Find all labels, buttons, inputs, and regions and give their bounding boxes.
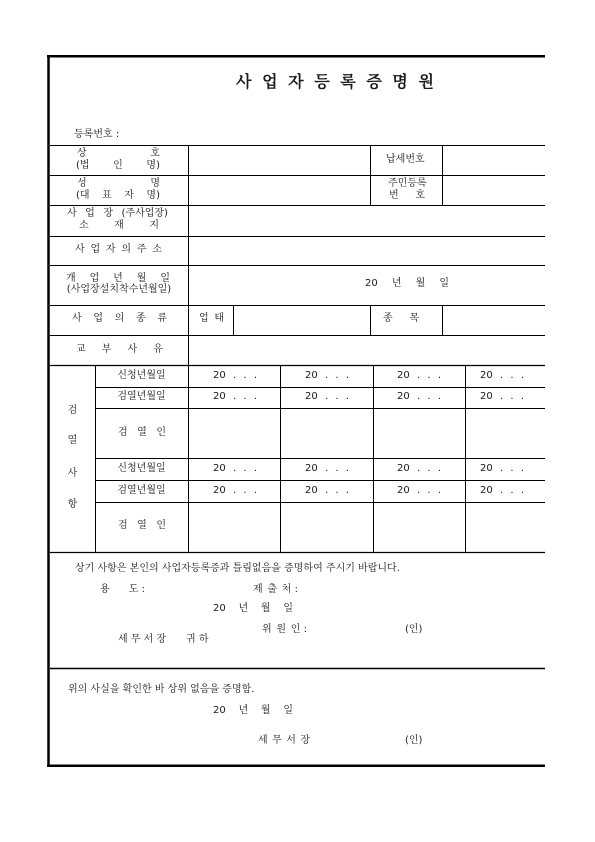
application-date-value — [213, 370, 257, 382]
spread-word: . — [335, 370, 339, 381]
business-category-value — [234, 306, 369, 334]
spread-word: . — [427, 485, 431, 496]
spread-word: 제 — [253, 584, 263, 595]
spread-word: 소 — [152, 244, 162, 255]
spread-word: . — [253, 463, 257, 474]
spread-word: 종 — [383, 313, 393, 324]
spread-word: 인 — [113, 160, 123, 171]
spread-word: . — [499, 370, 504, 381]
spread-word: 장 — [300, 735, 310, 746]
spread-word: . — [416, 370, 421, 381]
spread-word: . — [345, 391, 349, 402]
inspector-seal-cell — [281, 503, 373, 552]
spread-word: . — [520, 463, 524, 474]
spread-word: 년 — [113, 273, 123, 284]
spread-word: 년 — [238, 603, 249, 614]
spread-word: . — [232, 485, 237, 496]
business-owner-address-label — [75, 244, 162, 256]
resident-number-value — [443, 176, 544, 204]
spread-word: . — [232, 370, 237, 381]
spread-word: . — [520, 391, 524, 402]
business-location-value — [189, 206, 544, 235]
spread-word: 무 — [272, 735, 282, 746]
spread-word: 표 — [102, 190, 112, 201]
spread-word: 사 — [127, 344, 138, 355]
spread-word: 명) — [146, 190, 160, 201]
spread-word: 검 — [118, 520, 128, 531]
location-label — [79, 220, 159, 232]
spread-word: . — [345, 463, 349, 474]
spread-word: . — [232, 391, 237, 402]
business-location-label — [67, 208, 168, 220]
business-owner-address-value — [189, 237, 544, 264]
business-kind-label — [72, 313, 167, 325]
spread-word: 교 — [76, 344, 86, 355]
spread-word: . — [324, 370, 329, 381]
spread-word: 명) — [146, 160, 160, 171]
inspector-seal-cell — [466, 503, 544, 552]
spread-word: 소 — [79, 220, 89, 231]
inspection-date-value — [305, 391, 349, 403]
spread-word: . — [510, 463, 514, 474]
spread-word: . — [510, 391, 514, 402]
spread-word: 일 — [160, 273, 170, 284]
applicant-seal-mark: (인) — [405, 624, 423, 635]
spread-word: . — [437, 463, 441, 474]
spread-word: 세 — [258, 735, 268, 746]
spread-word: 등 — [314, 72, 330, 91]
spread-word: . — [232, 463, 237, 474]
spread-word: 월 — [415, 278, 426, 289]
spread-word: 상 — [77, 148, 87, 159]
spread-word: 개 — [66, 273, 76, 284]
spread-word: 서 — [286, 735, 296, 746]
spread-word: 호 — [415, 190, 425, 201]
spread-word: 지 — [149, 220, 159, 231]
application-date-value — [397, 463, 441, 475]
inspection-section-label: 검 — [67, 405, 78, 416]
spread-word: . — [520, 370, 524, 381]
spread-word: . — [437, 485, 441, 496]
spread-word: 년 — [391, 278, 402, 289]
opening-date-value — [365, 278, 449, 290]
spread-word: 일 — [439, 278, 449, 289]
spread-word: 업 — [262, 72, 278, 91]
spread-word: (법 — [76, 160, 90, 171]
spread-word: . — [324, 485, 329, 496]
spread-word: 20 — [213, 463, 226, 474]
spread-word: 20 — [397, 370, 410, 381]
inspection-date-value — [305, 485, 349, 497]
spread-word: 월 — [260, 705, 271, 716]
representative-name-label — [76, 190, 160, 202]
spread-word: 성 — [77, 178, 87, 189]
spread-word: (대 — [76, 190, 90, 201]
spread-word: 20 — [213, 603, 226, 614]
spread-word: 업 — [85, 208, 95, 219]
spread-word: 류 — [157, 313, 167, 324]
spread-word: 록 — [340, 72, 356, 91]
spread-word: 20 — [480, 391, 493, 402]
confirmation-date — [213, 705, 293, 717]
spread-word: 검 — [118, 427, 128, 438]
issue-reason-value — [189, 336, 544, 364]
spread-word: 20 — [480, 463, 493, 474]
spread-word: 사 — [72, 313, 82, 324]
spread-word: 부 — [101, 344, 112, 355]
inspection-date-label: 검열년월일 — [117, 485, 166, 496]
application-date-label: 신청년월일 — [117, 463, 166, 474]
spread-word: 태 — [214, 313, 224, 324]
corporate-name-label — [76, 160, 160, 172]
inspection-date-label: 검열년월일 — [117, 391, 166, 402]
spread-word: 종 — [135, 313, 146, 324]
inspector-seal-cell — [281, 409, 373, 458]
spread-word: 20 — [397, 463, 410, 474]
spread-word: 20 — [213, 370, 226, 381]
spread-word: 원 — [276, 624, 287, 635]
inspection-section-label: 열 — [67, 435, 78, 446]
confirmation-statement: 위의 사실을 확인한 바 상위 없음을 증명함. — [68, 684, 255, 695]
application-date-value — [397, 370, 441, 382]
spread-word: 20 — [213, 705, 226, 716]
business-item-label — [383, 313, 419, 325]
spread-word: . — [243, 463, 247, 474]
spread-word: 업 — [90, 244, 101, 255]
spread-word: 월 — [260, 603, 271, 614]
spread-word: 20 — [305, 391, 318, 402]
registration-number-label: 등록번호 : — [74, 129, 120, 140]
spread-word: 자 — [124, 190, 134, 201]
spread-word: . — [324, 463, 329, 474]
spread-word: . — [345, 370, 349, 381]
representative-name-value — [189, 176, 369, 204]
spread-word: . — [416, 485, 421, 496]
resident-registration-label: 주민등록 — [388, 178, 427, 189]
spread-word: 20 — [480, 370, 493, 381]
spread-word: . — [416, 391, 421, 402]
spread-word: 월 — [136, 273, 147, 284]
spread-word: 출 — [267, 584, 278, 595]
spread-word: . — [253, 391, 257, 402]
spread-word: 사 — [75, 244, 85, 255]
spread-word: 명 — [392, 72, 408, 91]
spread-word: 업 — [93, 313, 103, 324]
spread-word: . — [243, 391, 247, 402]
resident-number-label — [389, 190, 425, 202]
spread-word: . — [510, 370, 514, 381]
spread-word: 장 — [103, 208, 114, 219]
spread-word: 도 : — [128, 584, 145, 595]
spread-word: . — [243, 370, 247, 381]
tax-number-label: 납세번호 — [386, 154, 425, 165]
spread-word: 재 — [114, 220, 124, 231]
spread-word: . — [499, 485, 504, 496]
installation-start-date-label: (사업장설치착수년월일) — [66, 284, 172, 295]
spread-word: 일 — [283, 705, 293, 716]
spread-word: . — [335, 391, 339, 402]
spread-word: 20 — [480, 485, 493, 496]
spread-word: 번 — [389, 190, 399, 201]
spread-word: 20 — [305, 463, 318, 474]
spread-word: 자 — [105, 244, 116, 255]
trade-name-value — [189, 146, 369, 174]
application-date-value — [480, 463, 524, 475]
spread-word: . — [416, 463, 421, 474]
application-date-value — [305, 370, 349, 382]
spread-word: . — [427, 463, 431, 474]
spread-word: 20 — [397, 485, 410, 496]
spread-word: . — [510, 485, 514, 496]
spread-word: 위 — [262, 624, 272, 635]
inspector-seal-cell — [374, 409, 465, 458]
spread-word: 의 — [121, 244, 132, 255]
purpose-label — [100, 584, 145, 596]
spread-word: 20 — [305, 370, 318, 381]
spread-word: 주 — [136, 244, 147, 255]
document-title — [236, 72, 434, 92]
addressee-label: 세 무 서 장 — [118, 634, 167, 645]
spread-word: 업 — [89, 273, 100, 284]
issuer-label — [258, 735, 310, 747]
request-date — [213, 603, 293, 615]
inspector-label — [118, 427, 166, 439]
application-date-value — [305, 463, 349, 475]
spread-word: 20 — [305, 485, 318, 496]
spread-word: . — [499, 391, 504, 402]
inspector-label — [118, 520, 166, 532]
issuer-seal-mark: (인) — [405, 735, 423, 746]
inspector-seal-cell — [374, 503, 465, 552]
spread-word: . — [499, 463, 504, 474]
spread-word: 인 — [156, 427, 166, 438]
spread-word: 20 — [213, 485, 226, 496]
inspection-section-label: 사 — [67, 468, 78, 479]
spread-word: . — [335, 485, 339, 496]
spread-word: 목 — [409, 313, 419, 324]
spread-word: 인 — [156, 520, 166, 531]
spread-word: . — [437, 391, 441, 402]
spread-word: . — [243, 485, 247, 496]
inspector-seal-cell — [189, 503, 280, 552]
submit-to-label — [253, 584, 298, 596]
inspection-date-value — [397, 391, 441, 403]
spread-word: 20 — [365, 278, 378, 289]
application-date-label: 신청년월일 — [117, 370, 166, 381]
spread-word: . — [253, 370, 257, 381]
spread-word: 용 — [100, 584, 110, 595]
spread-word: 호 — [150, 148, 160, 159]
spread-word: . — [520, 485, 524, 496]
spread-word: (주사업장) — [121, 208, 168, 219]
addressee-suffix: 귀 하 — [186, 634, 209, 645]
spread-word: 년 — [238, 705, 249, 716]
request-statement: 상기 사항은 본인의 사업자등록증과 틀림없음을 증명하여 주시기 바랍니다. — [75, 563, 400, 574]
spread-word: 인 : — [290, 624, 307, 635]
spread-word: . — [345, 485, 349, 496]
inspection-section-label: 항 — [67, 499, 78, 510]
inspector-seal-cell — [189, 409, 280, 458]
spread-word: 사 — [236, 72, 252, 91]
business-item-value — [443, 306, 544, 334]
spread-word: 20 — [213, 391, 226, 402]
spread-word: 의 — [114, 313, 125, 324]
spread-word: . — [427, 391, 431, 402]
spread-word: 원 — [418, 72, 434, 91]
inspection-date-value — [213, 485, 257, 497]
tax-number-value — [443, 146, 544, 174]
spread-word: 처 : — [281, 584, 298, 595]
application-date-value — [480, 370, 524, 382]
spread-word: . — [437, 370, 441, 381]
spread-word: 사 — [67, 208, 77, 219]
spread-word: 열 — [137, 520, 147, 531]
spread-word: 명 — [150, 178, 160, 189]
issue-reason-label — [76, 344, 163, 356]
spread-word: 유 — [153, 344, 163, 355]
inspector-seal-cell — [466, 409, 544, 458]
spread-word: . — [253, 485, 257, 496]
trade-name-label — [77, 148, 160, 160]
inspection-date-value — [480, 485, 524, 497]
spread-word: 일 — [283, 603, 293, 614]
spread-word: 열 — [137, 427, 147, 438]
spread-word: 업 — [199, 313, 209, 324]
spread-word: . — [427, 370, 431, 381]
application-date-value — [213, 463, 257, 475]
business-category-label — [199, 313, 224, 325]
inspection-date-value — [480, 391, 524, 403]
spread-word: 자 — [288, 72, 304, 91]
inspection-date-value — [397, 485, 441, 497]
inspection-date-value — [213, 391, 257, 403]
spread-word: . — [324, 391, 329, 402]
name-label — [77, 178, 160, 190]
spread-word: 20 — [397, 391, 410, 402]
spread-word: 증 — [366, 72, 382, 91]
applicant-label — [262, 624, 307, 636]
spread-word: . — [335, 463, 339, 474]
